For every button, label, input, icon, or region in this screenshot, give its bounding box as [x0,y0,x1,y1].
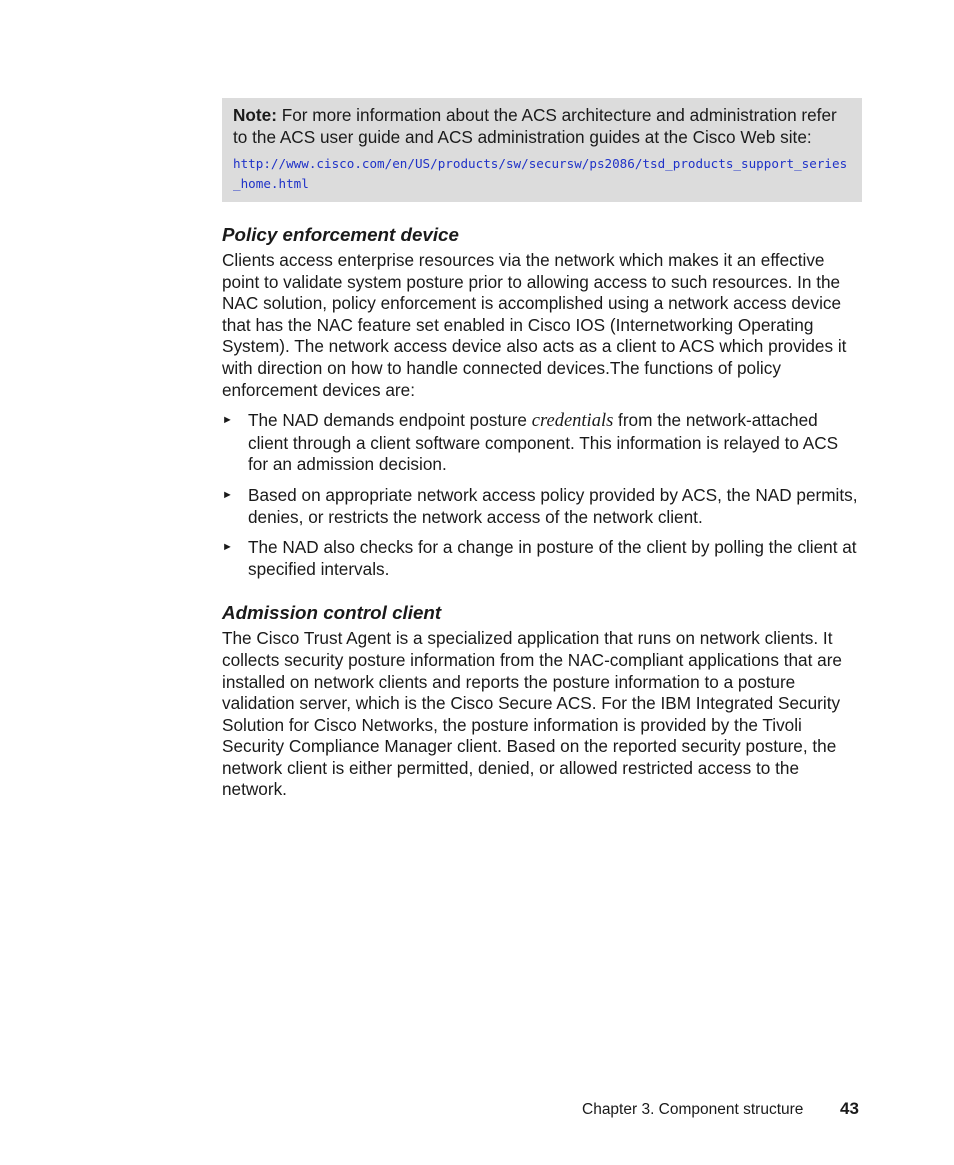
note-url-link[interactable]: http://www.cisco.com/en/US/products/sw/secursw/ps2086/tsd_products_support_series_home.html [233,156,848,191]
note-box [222,98,862,202]
note-text-block [233,105,850,148]
bullet-arrow-icon: ► [222,541,233,554]
bullet-arrow-icon: ► [222,414,233,427]
footer-page-number: 43 [840,1099,859,1118]
page-content [222,98,862,801]
bullet-text: The NAD also checks for a change in posture of the client by polling the client at specified intervals. [248,537,857,579]
bullet-arrow-icon: ► [222,488,233,501]
list-item [222,410,862,476]
bullet-text-post: from the network-attached client through a client software component. This information is relayed to ACS for an admission decision. [248,410,839,475]
list-item [222,485,862,528]
page-footer [582,1100,862,1120]
bullet-text-pre: The NAD demands endpoint posture [248,410,532,431]
note-label: Note: [233,105,277,125]
bullet-text: Based on appropriate network access policy provided by ACS, the NAD permits, denies, or restricts the network access of the network client. [248,484,858,527]
bullet-text-emphasis: credentials [531,411,614,432]
section-heading-policy-enforcement: Policy enforcement device [222,224,459,245]
bullet-list [222,410,862,580]
section-paragraph-policy-enforcement: Clients access enterprise resources via the network which makes it an effective point to validate system posture prior to allowing access to such resources. In the NAC solution, policy enforcement is accomplished using a network access device that has the NAC feature set enabled in Cisco IOS (Internetworking Operating System). The network access device also acts as a client to ACS which provides it with direction on how to handle connected devices.The functions of policy enforcement devices are: [222,250,847,400]
list-item [222,537,862,580]
footer-chapter-title: Chapter 3. Component structure [582,1101,804,1118]
section-paragraph-admission-control: The Cisco Trust Agent is a specialized application that runs on network clients. It collects security posture information from the NAC-compliant applications that are installed on network clients and reports the posture information to a posture validation server, which is the Cisco Secure ACS. For the IBM Integrated Security Solution for Cisco Networks, the posture information is provided by the Tivoli Security Compliance Manager client. Based on the reported security posture, the network client is either permitted, denied, or allowed restricted access to the network. [222,628,842,800]
note-text: For more information about the ACS architecture and administration refer to the ACS user guide and ACS administration guides at the Cisco Web site: [233,105,837,147]
section-heading-admission-control: Admission control client [222,602,442,624]
